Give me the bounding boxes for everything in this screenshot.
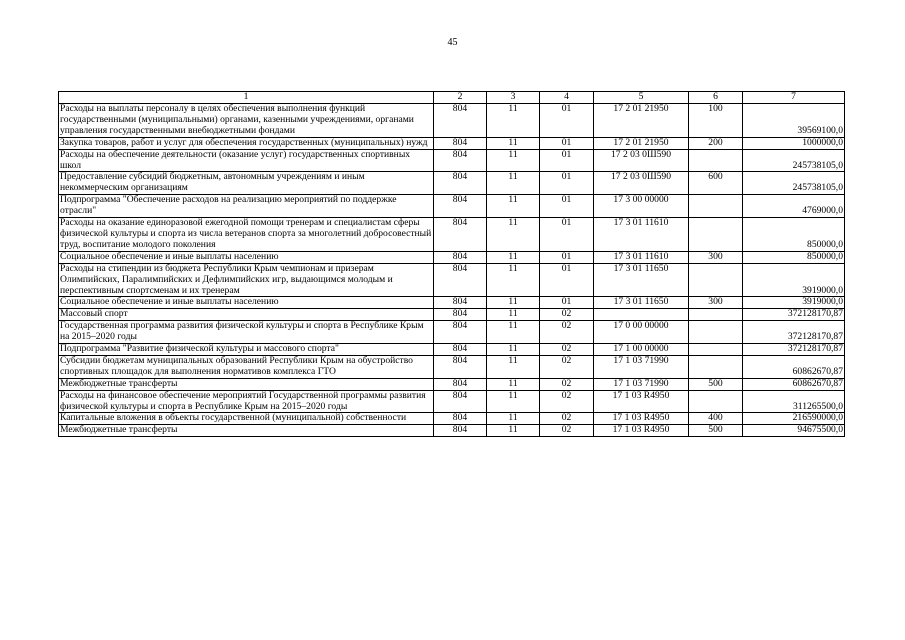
item-name-cell: Расходы на финансовое обеспечение мероприятий Государственной программы развития физической культуры и спорта в Республике Крым на 2015–2020 годы xyxy=(59,390,434,413)
target-article-cell xyxy=(594,309,689,321)
ministry-code-cell: 804 xyxy=(434,195,487,218)
subsection-cell: 02 xyxy=(540,390,594,413)
item-name-cell: Государственная программа развития физической культуры и спорта в Республике Крым на 2015–2020 годы xyxy=(59,321,434,344)
section-cell: 11 xyxy=(487,137,540,149)
item-name-cell: Межбюджетные трансферты xyxy=(59,378,434,390)
subsection-cell: 01 xyxy=(540,172,594,195)
subsection-cell: 01 xyxy=(540,104,594,138)
ministry-code-cell: 804 xyxy=(434,104,487,138)
ministry-code-cell: 804 xyxy=(434,413,487,425)
page-number: 45 xyxy=(447,37,458,48)
ministry-code-cell: 804 xyxy=(434,137,487,149)
ministry-code-cell: 804 xyxy=(434,321,487,344)
section-cell: 11 xyxy=(487,413,540,425)
amount-cell: 245738105,0 xyxy=(743,149,845,172)
expense-type-cell xyxy=(689,344,743,356)
ministry-code-cell: 804 xyxy=(434,309,487,321)
column-header-6: 6 xyxy=(689,92,743,104)
target-article-cell: 17 3 00 00000 xyxy=(594,195,689,218)
item-name-cell: Предоставление субсидий бюджетным, автономным учреждениям и иным некоммерческим организациям xyxy=(59,172,434,195)
subsection-cell: 01 xyxy=(540,263,594,297)
item-name-cell: Субсидии бюджетам муниципальных образований Республики Крым на обустройство спортивных площадок для выполнения нормативов комплекса ГТО xyxy=(59,355,434,378)
column-header-1: 1 xyxy=(59,92,434,104)
ministry-code-cell: 804 xyxy=(434,251,487,263)
subsection-cell: 02 xyxy=(540,309,594,321)
target-article-cell: 17 1 03 R4950 xyxy=(594,390,689,413)
table-row xyxy=(59,172,845,195)
expense-type-cell xyxy=(689,195,743,218)
table-body xyxy=(59,104,845,437)
table-row xyxy=(59,104,845,138)
expense-type-cell xyxy=(689,309,743,321)
target-article-cell: 17 2 03 0Ш590 xyxy=(594,149,689,172)
target-article-cell: 17 1 03 71990 xyxy=(594,378,689,390)
header-row xyxy=(59,92,845,104)
amount-cell: 850000,0 xyxy=(743,218,845,252)
amount-cell: 372128170,87 xyxy=(743,309,845,321)
column-header-4: 4 xyxy=(540,92,594,104)
section-cell: 11 xyxy=(487,309,540,321)
table-row xyxy=(59,321,845,344)
column-header-2: 2 xyxy=(434,92,487,104)
table-row xyxy=(59,218,845,252)
subsection-cell: 02 xyxy=(540,321,594,344)
ministry-code-cell: 804 xyxy=(434,172,487,195)
expense-type-cell: 100 xyxy=(689,104,743,138)
item-name-cell: Социальное обеспечение и иные выплаты населению xyxy=(59,251,434,263)
expense-type-cell: 300 xyxy=(689,297,743,309)
table-row xyxy=(59,413,845,425)
table-row xyxy=(59,344,845,356)
amount-cell: 1000000,0 xyxy=(743,137,845,149)
amount-cell: 850000,0 xyxy=(743,251,845,263)
ministry-code-cell: 804 xyxy=(434,378,487,390)
expense-type-cell: 400 xyxy=(689,413,743,425)
target-article-cell: 17 0 00 00000 xyxy=(594,321,689,344)
ministry-code-cell: 804 xyxy=(434,355,487,378)
target-article-cell: 17 1 03 71990 xyxy=(594,355,689,378)
subsection-cell: 02 xyxy=(540,378,594,390)
amount-cell: 245738105,0 xyxy=(743,172,845,195)
subsection-cell: 01 xyxy=(540,297,594,309)
table-row xyxy=(59,137,845,149)
amount-cell: 60862670,87 xyxy=(743,378,845,390)
table-row xyxy=(59,425,845,437)
target-article-cell: 17 3 01 11650 xyxy=(594,263,689,297)
item-name-cell: Закупка товаров, работ и услуг для обеспечения государственных (муниципальных) нужд xyxy=(59,137,434,149)
item-name-cell: Подпрограмма "Обеспечение расходов на реализацию мероприятий по поддержке отрасли" xyxy=(59,195,434,218)
expense-type-cell xyxy=(689,321,743,344)
amount-cell: 372128170,87 xyxy=(743,344,845,356)
amount-cell: 60862670,87 xyxy=(743,355,845,378)
subsection-cell: 02 xyxy=(540,355,594,378)
subsection-cell: 01 xyxy=(540,149,594,172)
table-row xyxy=(59,251,845,263)
item-name-cell: Расходы на стипендии из бюджета Республики Крым чемпионам и призерам Олимпийских, Паралимпийских и Дефлимпийских игр, выдающимся молодым и перспективным спортсменам и их тренерам xyxy=(59,263,434,297)
section-cell: 11 xyxy=(487,218,540,252)
column-header-7: 7 xyxy=(743,92,845,104)
item-name-cell: Расходы на оказание единоразовой ежегодной помощи тренерам и специалистам сферы физической культуры и спорта из числа ветеранов спорта за многолетний добросовестный труд, воспитание молодого поколения xyxy=(59,218,434,252)
item-name-cell: Капитальные вложения в объекты государственной (муниципальной) собственности xyxy=(59,413,434,425)
table-row xyxy=(59,263,845,297)
amount-cell: 311265500,0 xyxy=(743,390,845,413)
amount-cell: 3919000,0 xyxy=(743,263,845,297)
subsection-cell: 02 xyxy=(540,413,594,425)
ministry-code-cell: 804 xyxy=(434,149,487,172)
expense-type-cell xyxy=(689,390,743,413)
ministry-code-cell: 804 xyxy=(434,344,487,356)
section-cell: 11 xyxy=(487,344,540,356)
item-name-cell: Межбюджетные трансферты xyxy=(59,425,434,437)
target-article-cell: 17 3 01 11610 xyxy=(594,218,689,252)
table-row xyxy=(59,355,845,378)
target-article-cell: 17 3 01 11650 xyxy=(594,297,689,309)
subsection-cell: 01 xyxy=(540,137,594,149)
ministry-code-cell: 804 xyxy=(434,425,487,437)
expense-type-cell: 500 xyxy=(689,425,743,437)
subsection-cell: 01 xyxy=(540,195,594,218)
target-article-cell: 17 1 03 R4950 xyxy=(594,413,689,425)
subsection-cell: 01 xyxy=(540,218,594,252)
section-cell: 11 xyxy=(487,378,540,390)
expense-type-cell xyxy=(689,218,743,252)
table-row xyxy=(59,390,845,413)
item-name-cell: Массовый спорт xyxy=(59,309,434,321)
amount-cell: 216590000,0 xyxy=(743,413,845,425)
table-row xyxy=(59,297,845,309)
ministry-code-cell: 804 xyxy=(434,297,487,309)
ministry-code-cell: 804 xyxy=(434,218,487,252)
section-cell: 11 xyxy=(487,172,540,195)
table-row xyxy=(59,195,845,218)
table-row xyxy=(59,149,845,172)
ministry-code-cell: 804 xyxy=(434,390,487,413)
subsection-cell: 02 xyxy=(540,425,594,437)
column-header-3: 3 xyxy=(487,92,540,104)
section-cell: 11 xyxy=(487,355,540,378)
expense-type-cell xyxy=(689,355,743,378)
target-article-cell: 17 3 01 11610 xyxy=(594,251,689,263)
item-name-cell: Подпрограмма "Развитие физической культуры и массового спорта" xyxy=(59,344,434,356)
amount-cell: 94675500,0 xyxy=(743,425,845,437)
target-article-cell: 17 2 01 21950 xyxy=(594,104,689,138)
column-header-5: 5 xyxy=(594,92,689,104)
target-article-cell: 17 1 00 00000 xyxy=(594,344,689,356)
subsection-cell: 02 xyxy=(540,344,594,356)
ministry-code-cell: 804 xyxy=(434,263,487,297)
target-article-cell: 17 2 01 21950 xyxy=(594,137,689,149)
amount-cell: 3919000,0 xyxy=(743,297,845,309)
expense-type-cell: 500 xyxy=(689,378,743,390)
subsection-cell: 01 xyxy=(540,251,594,263)
section-cell: 11 xyxy=(487,195,540,218)
table-row xyxy=(59,378,845,390)
target-article-cell: 17 2 03 0Ш590 xyxy=(594,172,689,195)
item-name-cell: Расходы на выплаты персоналу в целях обеспечения выполнения функций государственными (муниципальными) органами, казенными учреждениями, органами управления государственными внебюджетными фондами xyxy=(59,104,434,138)
expense-type-cell: 600 xyxy=(689,172,743,195)
expense-type-cell: 200 xyxy=(689,137,743,149)
amount-cell: 372128170,87 xyxy=(743,321,845,344)
section-cell: 11 xyxy=(487,321,540,344)
expense-type-cell: 300 xyxy=(689,251,743,263)
amount-cell: 39569100,0 xyxy=(743,104,845,138)
section-cell: 11 xyxy=(487,263,540,297)
section-cell: 11 xyxy=(487,251,540,263)
section-cell: 11 xyxy=(487,425,540,437)
section-cell: 11 xyxy=(487,104,540,138)
expense-type-cell xyxy=(689,263,743,297)
budget-table xyxy=(58,91,845,437)
section-cell: 11 xyxy=(487,297,540,309)
table-row xyxy=(59,309,845,321)
section-cell: 11 xyxy=(487,149,540,172)
section-cell: 11 xyxy=(487,390,540,413)
expense-type-cell xyxy=(689,149,743,172)
target-article-cell: 17 1 03 R4950 xyxy=(594,425,689,437)
amount-cell: 4769000,0 xyxy=(743,195,845,218)
item-name-cell: Расходы на обеспечение деятельности (оказание услуг) государственных спортивных школ xyxy=(59,149,434,172)
item-name-cell: Социальное обеспечение и иные выплаты населению xyxy=(59,297,434,309)
